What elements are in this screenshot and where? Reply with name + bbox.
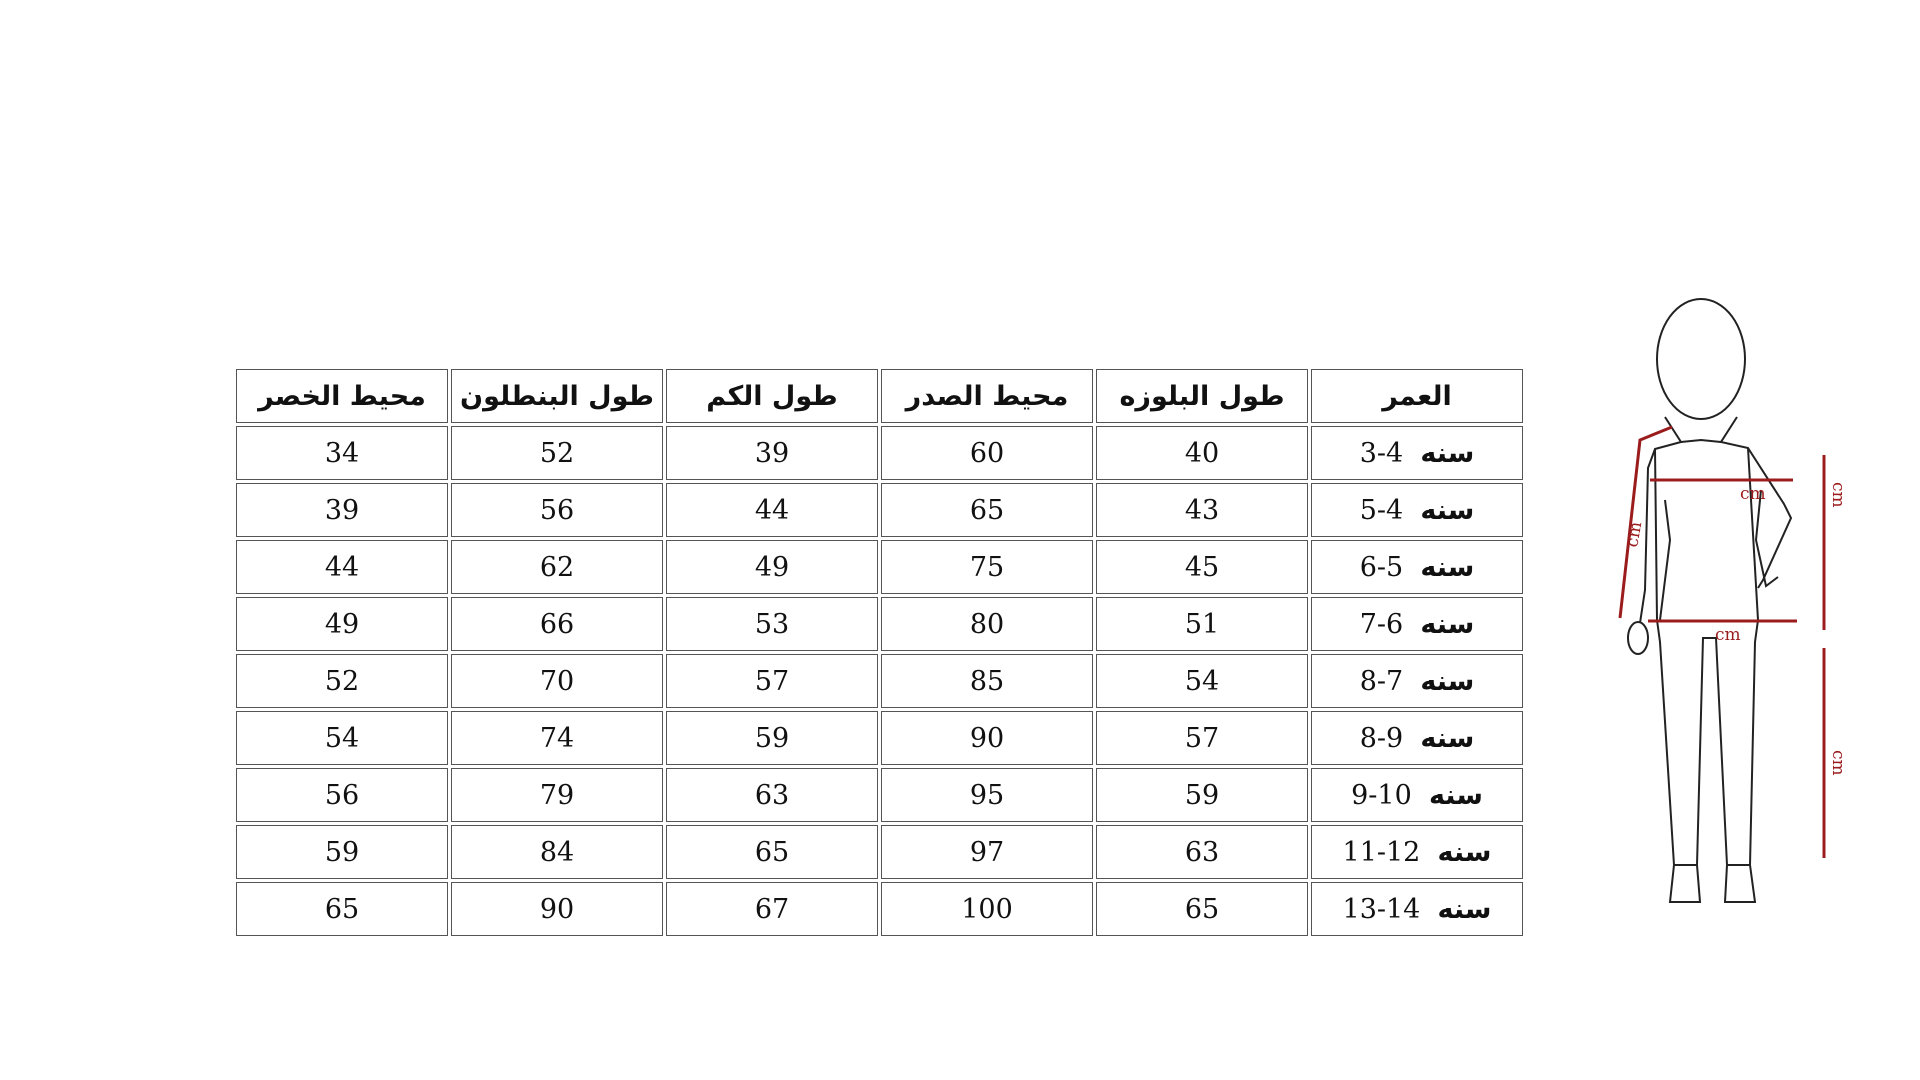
header-chest: محيط الصدر — [881, 369, 1093, 423]
waist-unit-label: cm — [1715, 625, 1741, 645]
cell-age — [1311, 597, 1523, 651]
cell-blouse-length: 63 — [1096, 825, 1308, 879]
age-range: 11-12 — [1342, 836, 1421, 868]
cell-blouse-length: 51 — [1096, 597, 1308, 651]
cell-age — [1311, 882, 1523, 936]
cell-pants-length: 56 — [451, 483, 663, 537]
torso-right — [1725, 448, 1758, 902]
cell-pants-length: 70 — [451, 654, 663, 708]
cell-waist: 49 — [236, 597, 448, 651]
cell-blouse-length: 57 — [1096, 711, 1308, 765]
left-arm-inner — [1660, 500, 1670, 620]
cell-pants-length: 79 — [451, 768, 663, 822]
header-age: العمر — [1311, 369, 1523, 423]
size-chart-table — [233, 366, 1526, 939]
inner-legs — [1697, 638, 1727, 865]
cell-age — [1311, 654, 1523, 708]
age-range: 8-9 — [1359, 722, 1404, 754]
pants-unit-label: cm — [1828, 750, 1848, 776]
cell-chest: 97 — [881, 825, 1093, 879]
shoulder-outline — [1640, 417, 1681, 623]
cell-sleeve-length: 65 — [666, 825, 878, 879]
header-blouse-length: طول البلوزه — [1096, 369, 1308, 423]
cell-pants-length: 90 — [451, 882, 663, 936]
cell-age — [1311, 768, 1523, 822]
cell-waist: 44 — [236, 540, 448, 594]
cell-pants-length: 84 — [451, 825, 663, 879]
cell-sleeve-length: 53 — [666, 597, 878, 651]
cell-sleeve-length: 63 — [666, 768, 878, 822]
cell-blouse-length: 54 — [1096, 654, 1308, 708]
cell-age — [1311, 711, 1523, 765]
cell-waist: 54 — [236, 711, 448, 765]
cell-chest: 100 — [881, 882, 1093, 936]
cell-waist: 65 — [236, 882, 448, 936]
cell-sleeve-length: 67 — [666, 882, 878, 936]
cell-age — [1311, 825, 1523, 879]
cell-waist: 34 — [236, 426, 448, 480]
cell-waist: 52 — [236, 654, 448, 708]
cell-blouse-length: 40 — [1096, 426, 1308, 480]
table-row — [236, 825, 1523, 879]
cell-chest: 90 — [881, 711, 1093, 765]
age-unit: سنه — [1420, 722, 1475, 754]
cell-chest: 75 — [881, 540, 1093, 594]
cell-pants-length: 66 — [451, 597, 663, 651]
collar-line — [1681, 440, 1721, 442]
cell-chest: 65 — [881, 483, 1093, 537]
table-row — [236, 711, 1523, 765]
cell-age — [1311, 426, 1523, 480]
table-row — [236, 654, 1523, 708]
age-unit: سنه — [1420, 494, 1475, 526]
age-unit: سنه — [1428, 779, 1483, 811]
age-unit: سنه — [1420, 665, 1475, 697]
table-row — [236, 882, 1523, 936]
cell-sleeve-length: 49 — [666, 540, 878, 594]
sleeve-unit-label: cm — [1622, 520, 1647, 549]
table-row — [236, 768, 1523, 822]
left-hand — [1628, 622, 1648, 654]
table-row — [236, 426, 1523, 480]
age-unit: سنه — [1437, 836, 1492, 868]
cell-age — [1311, 483, 1523, 537]
head-outline — [1657, 299, 1745, 419]
age-range: 5-4 — [1359, 494, 1404, 526]
cell-age — [1311, 540, 1523, 594]
age-range: 9-10 — [1351, 779, 1412, 811]
cell-chest: 60 — [881, 426, 1093, 480]
age-unit: سنه — [1437, 893, 1492, 925]
cell-blouse-length: 65 — [1096, 882, 1308, 936]
table-row — [236, 483, 1523, 537]
cell-sleeve-length: 39 — [666, 426, 878, 480]
chest-unit-label: cm — [1740, 484, 1766, 504]
age-range: 3-4 — [1359, 437, 1404, 469]
age-range: 6-5 — [1359, 551, 1404, 583]
header-waist: محيط الخصر — [236, 369, 448, 423]
cell-chest: 85 — [881, 654, 1093, 708]
age-range: 7-6 — [1359, 608, 1404, 640]
age-range: 8-7 — [1359, 665, 1404, 697]
cell-pants-length: 52 — [451, 426, 663, 480]
header-sleeve-length: طول الكم — [666, 369, 878, 423]
torso-left — [1655, 449, 1700, 902]
body-measurement-figure — [1580, 290, 1848, 930]
cell-chest: 80 — [881, 597, 1093, 651]
cell-blouse-length: 59 — [1096, 768, 1308, 822]
cell-sleeve-length: 57 — [666, 654, 878, 708]
cell-pants-length: 74 — [451, 711, 663, 765]
header-pants-length: طول البنطلون — [451, 369, 663, 423]
cell-pants-length: 62 — [451, 540, 663, 594]
cell-blouse-length: 45 — [1096, 540, 1308, 594]
table-row — [236, 540, 1523, 594]
cell-sleeve-length: 59 — [666, 711, 878, 765]
cell-blouse-length: 43 — [1096, 483, 1308, 537]
age-range: 13-14 — [1342, 893, 1421, 925]
cell-waist: 56 — [236, 768, 448, 822]
table-row — [236, 597, 1523, 651]
age-unit: سنه — [1420, 551, 1475, 583]
cell-sleeve-length: 44 — [666, 483, 878, 537]
age-unit: سنه — [1420, 437, 1475, 469]
age-unit: سنه — [1420, 608, 1475, 640]
blouse-unit-label: cm — [1828, 482, 1848, 508]
cell-waist: 39 — [236, 483, 448, 537]
cell-waist: 59 — [236, 825, 448, 879]
header-row — [236, 369, 1523, 423]
cell-chest: 95 — [881, 768, 1093, 822]
